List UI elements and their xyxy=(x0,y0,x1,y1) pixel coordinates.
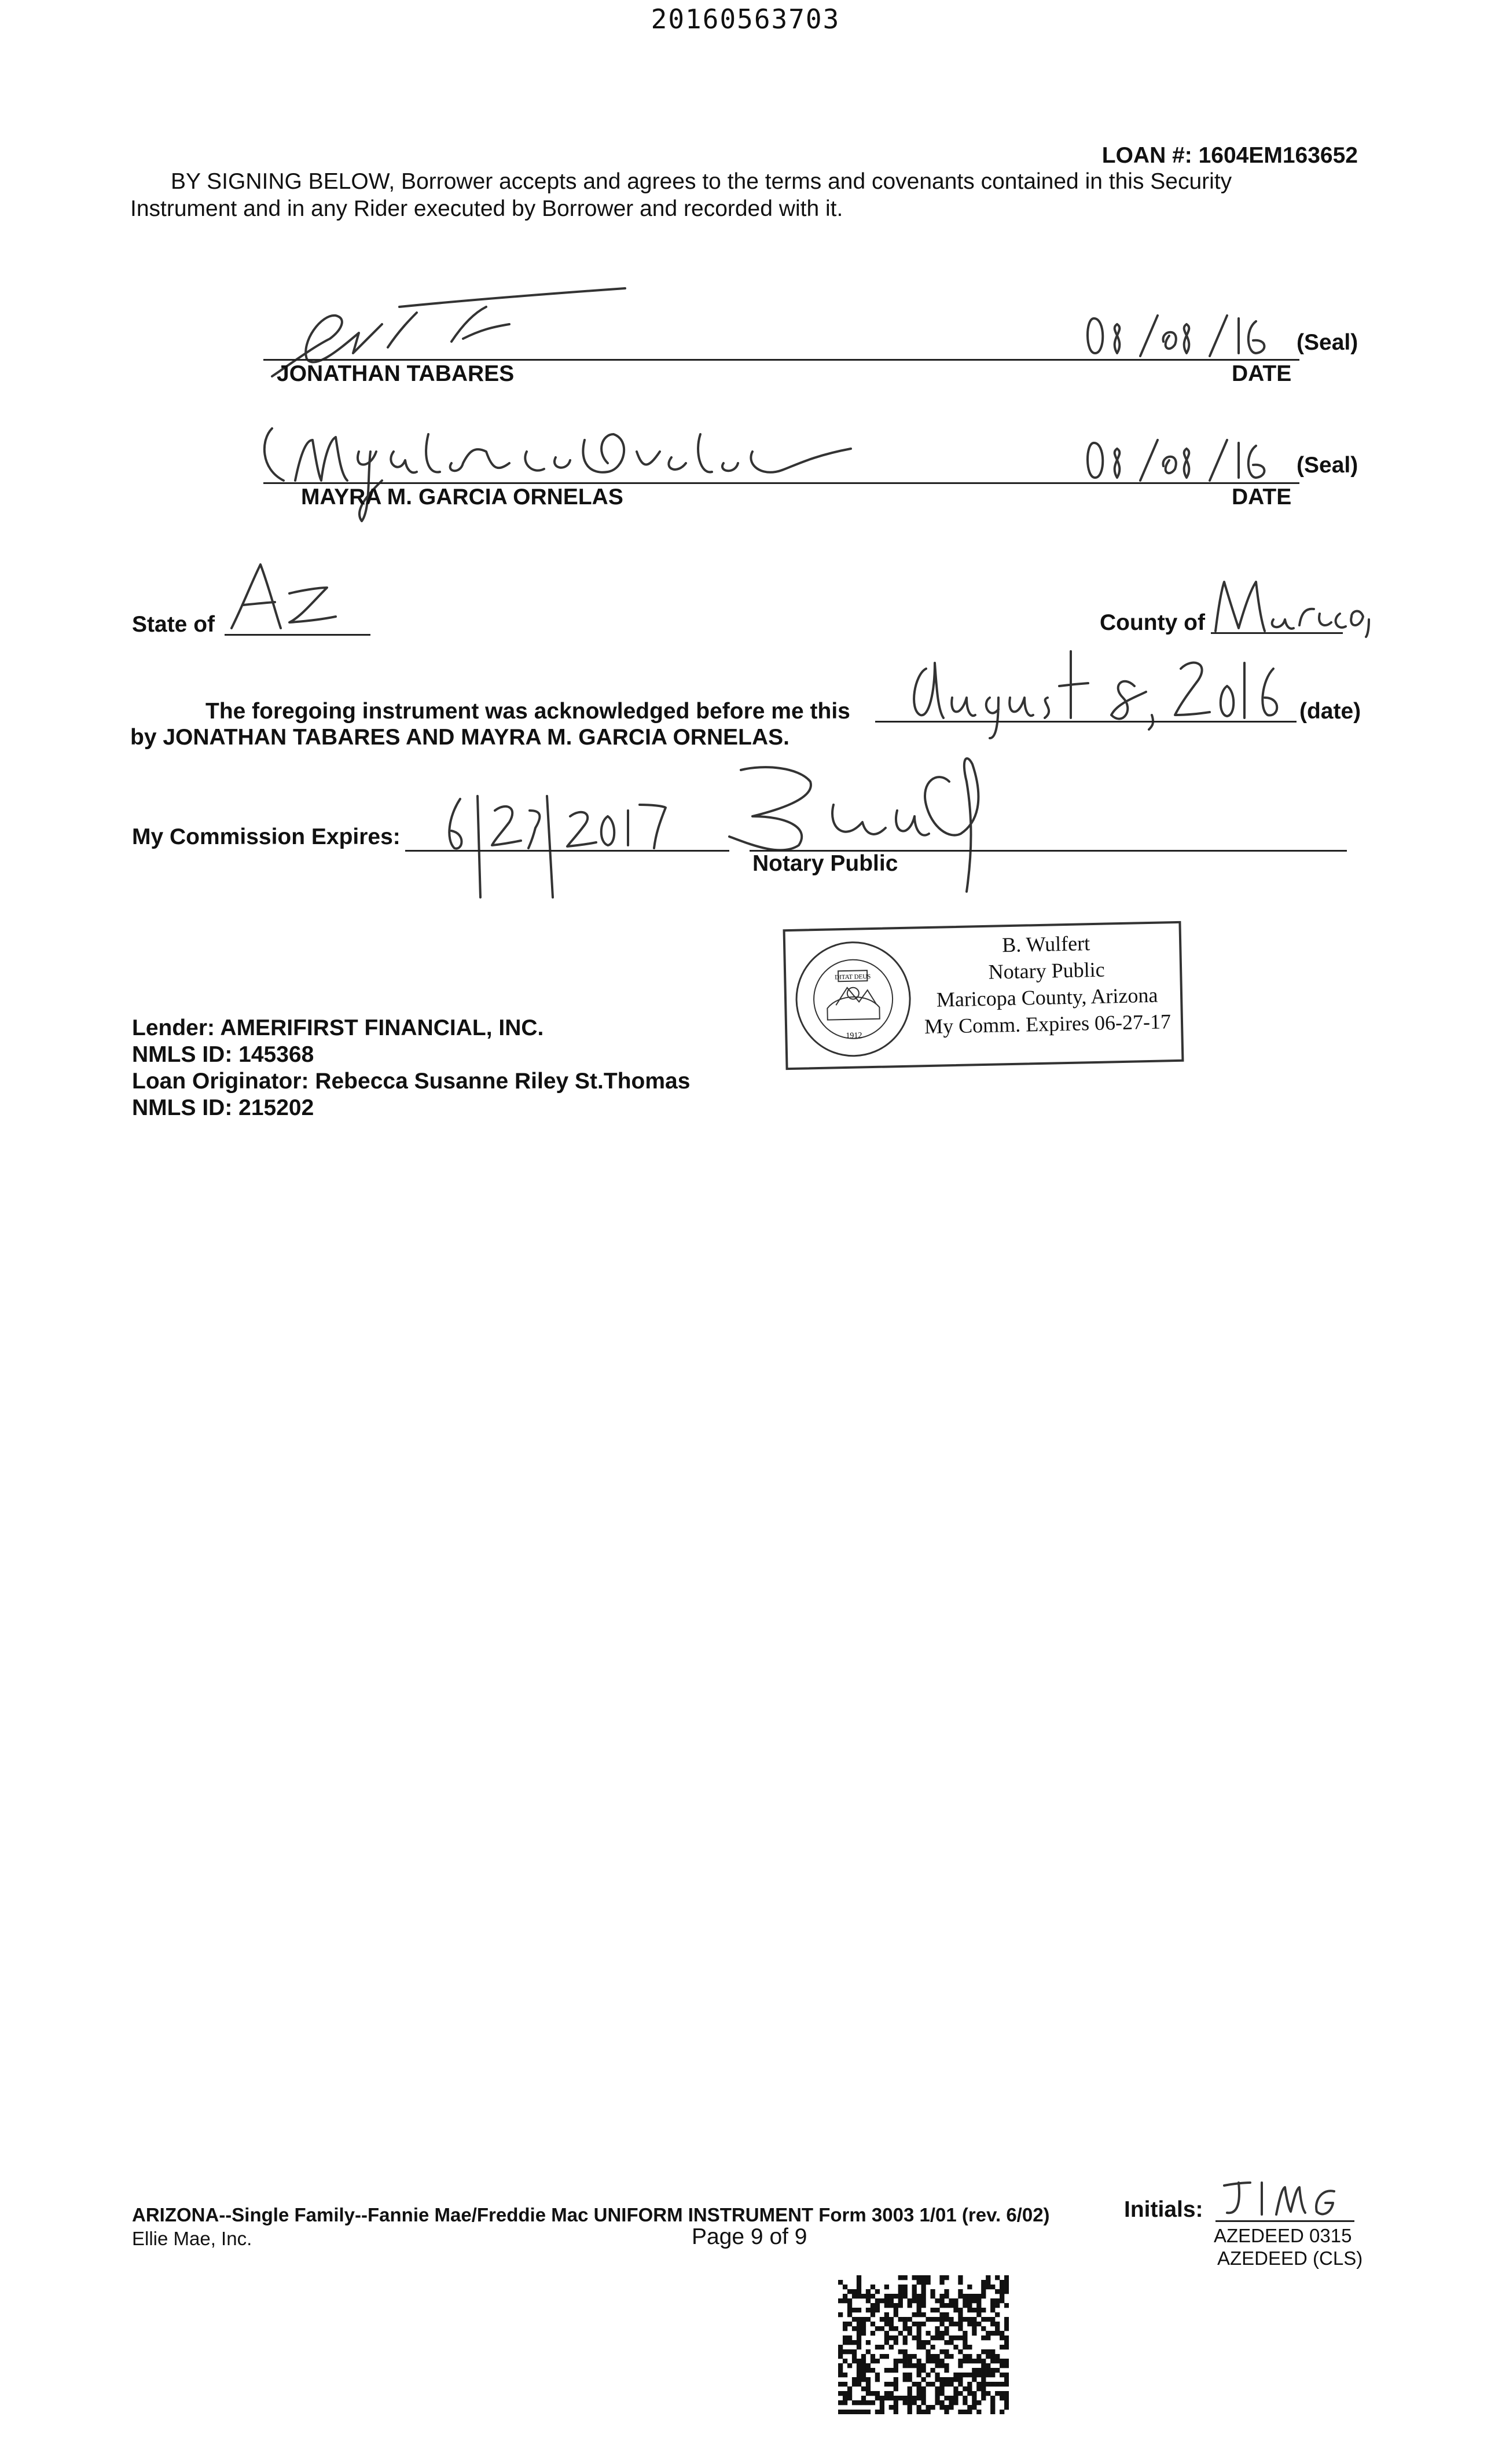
stamp-notary-title: Notary Public xyxy=(988,958,1106,984)
borrower-1-date-label: DATE xyxy=(1232,361,1292,386)
state-handwritten xyxy=(226,559,341,637)
county-line xyxy=(1211,632,1343,634)
intro-line-2: Instrument and in any Rider executed by Borrower and recorded with it. xyxy=(130,196,843,221)
form-identifier: ARIZONA--Single Family--Fannie Mae/Freddie Mac UNIFORM INSTRUMENT Form 3003 1/01 (rev. 6/02) xyxy=(132,2204,1050,2225)
county-label: County of xyxy=(1100,610,1205,635)
page-number: Page 9 of 9 xyxy=(692,2224,807,2249)
company-name: Ellie Mae, Inc. xyxy=(132,2228,252,2249)
loan-originator: Loan Originator: Rebecca Susanne Riley St.Thomas xyxy=(132,1069,691,1094)
document-number: 20160563703 xyxy=(651,3,840,35)
borrower-2-date-handwritten xyxy=(1082,431,1308,486)
seal-year: 1912 xyxy=(846,1031,862,1040)
stamp-county: Maricopa County, Arizona xyxy=(936,983,1158,1011)
borrower-2-signature xyxy=(255,417,857,538)
acknowledgment-line-2: by JONATHAN TABARES AND MAYRA M. GARCIA ORNELAS. xyxy=(130,725,789,750)
lender-nmls: NMLS ID: 145368 xyxy=(132,1042,314,1067)
borrower-1-name: JONATHAN TABARES xyxy=(277,361,515,386)
county-handwritten xyxy=(1210,573,1378,637)
commission-line xyxy=(405,850,729,852)
stamp-notary-name: B. Wulfert xyxy=(1001,932,1090,957)
commission-label: My Commission Expires: xyxy=(132,824,401,849)
loan-number-label: LOAN #: xyxy=(1101,143,1192,168)
form-code-1: AZEDEED 0315 xyxy=(1214,2225,1352,2246)
acknowledgment-line-1: The foregoing instrument was acknowledged before me this xyxy=(205,699,850,724)
initials-label: Initials: xyxy=(1124,2197,1203,2222)
loan-number-value: 1604EM163652 xyxy=(1198,143,1358,168)
acknowledgment-date-label: (date) xyxy=(1299,699,1361,724)
borrower-1-seal: (Seal) xyxy=(1297,330,1358,355)
seal-motto: DITAT DEUS xyxy=(835,973,871,981)
initials-handwritten xyxy=(1218,2177,1369,2223)
state-line xyxy=(225,634,370,636)
state-label: State of xyxy=(132,612,215,637)
stamp-expiration: My Comm. Expires 06-27-17 xyxy=(924,1010,1172,1039)
intro-line-1: BY SIGNING BELOW, Borrower accepts and agrees to the terms and covenants contained in this Security xyxy=(171,169,1232,194)
borrower-1-date-handwritten xyxy=(1082,307,1308,362)
notary-stamp xyxy=(783,921,1184,1070)
form-code-2: AZEDEED (CLS) xyxy=(1217,2247,1363,2269)
borrower-2-seal: (Seal) xyxy=(1297,453,1358,478)
borrower-2-date-label: DATE xyxy=(1232,485,1292,509)
lender-name: Lender: AMERIFIRST FINANCIAL, INC. xyxy=(132,1015,544,1040)
initials-line xyxy=(1215,2220,1354,2222)
commission-date-handwritten xyxy=(437,793,674,903)
acknowledgment-date-handwritten xyxy=(903,640,1302,727)
borrower-2-name: MAYRA M. GARCIA ORNELAS xyxy=(301,485,623,509)
document-2d-barcode-icon xyxy=(838,2275,1009,2414)
notary-public-label: Notary Public xyxy=(752,851,898,876)
arizona-state-seal-icon xyxy=(791,937,915,1061)
acknowledgment-date-line xyxy=(875,721,1297,723)
originator-nmls: NMLS ID: 215202 xyxy=(132,1095,314,1120)
loan-number-line xyxy=(1102,142,1358,170)
